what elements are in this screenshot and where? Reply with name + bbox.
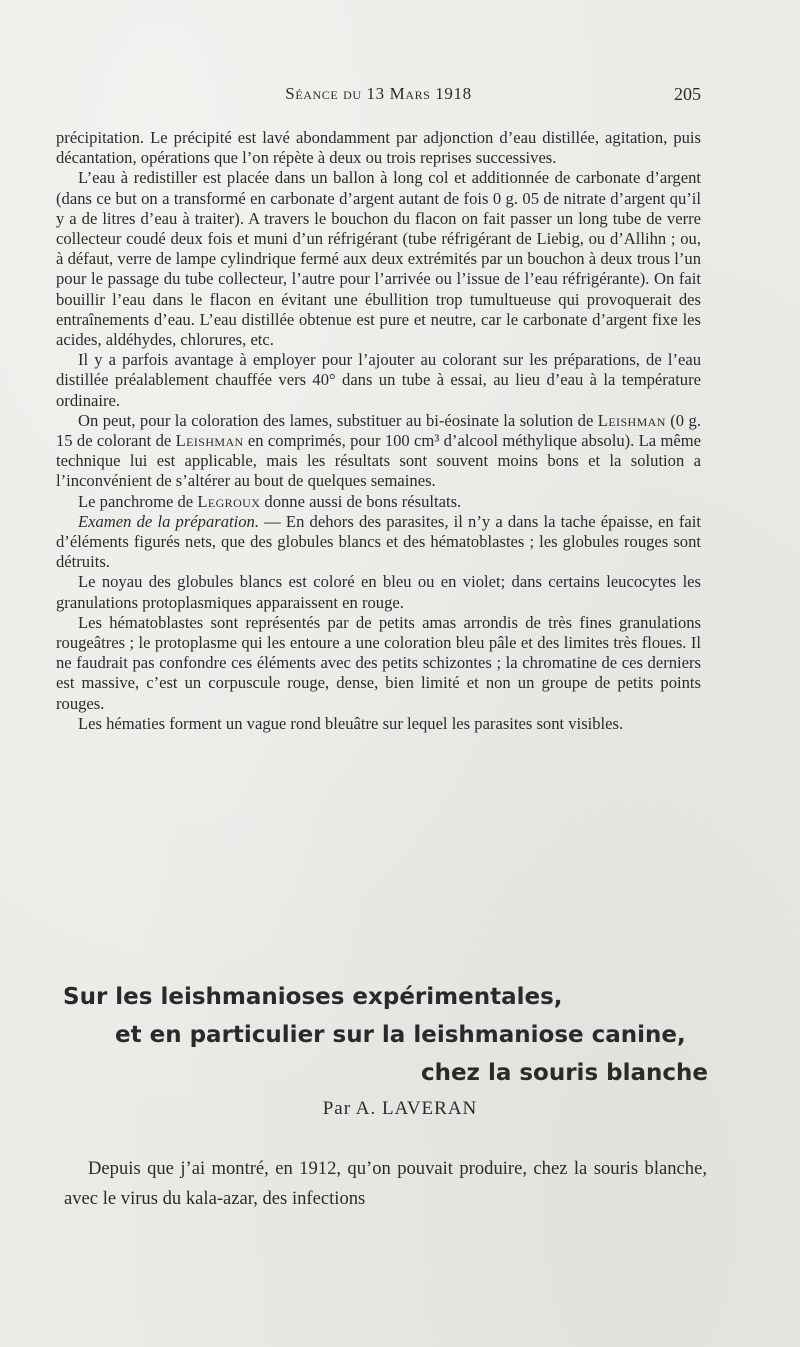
article-title-line: Sur les leishmanioses expérimentales, bbox=[63, 984, 563, 1010]
text-run: donne aussi de bons résultats. bbox=[260, 491, 462, 511]
text-run: en comprimés, pour 100 cm³ d’alcool méthylique absolu). La même technique lui est applicable, mais les résultats sont souvent moins bons et la solution a l’inconvénient de s’altérer au bout de quelques semaines. bbox=[56, 431, 701, 491]
paragraph: Depuis que j’ai montré, en 1912, qu’on pouvait produire, chez la souris blanche, avec le virus du kala-azar, des infections bbox=[64, 1158, 707, 1209]
text-run: On peut, pour la coloration des lames, substituer au bi-éosinate la solution de bbox=[78, 410, 598, 430]
paragraph: Les hématoblastes sont représentés par de petits amas arrondis de très fines granulations rougeâtres ; le protoplasme qui les entoure a une coloration bleu pâle et des limites très floues. Il ne faudrait pas confondre ces éléments avec des petits schizontes ; la chromatine de ces derniers est massive, c’est un corpuscule rouge, dense, bien limité et non un groupe de petits points rouges. bbox=[56, 612, 701, 713]
article-title bbox=[58, 978, 708, 1092]
paragraph bbox=[56, 492, 701, 512]
author-name: Legroux bbox=[197, 491, 261, 511]
byline: Par A. LAVERAN bbox=[322, 1098, 478, 1119]
text-run: — En dehors des parasites, il n’y a dans la tache épaisse, en fait d’éléments figurés nets, que des globules blancs et des hématoblastes ; les globules rouges sont détruits. bbox=[56, 511, 702, 572]
paragraph: Le noyau des globules blancs est coloré en bleu ou en violet; dans certains leucocytes les granulations protoplasmiques apparaissent en rouge. bbox=[56, 572, 701, 612]
article-body bbox=[64, 1154, 707, 1214]
paragraph: L’eau à redistiller est placée dans un ballon à long col et additionnée de carbonate d’argent (dans ce but on a transformé en carbonate d’argent autant de fois 0 g. 05 de nitrate d’argent qu’il y a de litres d’eau à traiter). A travers le bouchon du flacon on fait passer un long tube de verre collecteur coudé deux fois et muni d’un réfrigérant (tube réfrigérant de Liebig, ou d’Allihn ; ou, à défaut, verre de lampe cylindrique fermé aux deux extrémités par un bouchon à deux trous l’un pour le passage du tube collecteur, l’autre pour l’arrivée ou l’issue de l’eau réfrigérante). On fait bouillir l’eau dans le flacon en évitant une ébullition trop tumultueuse qui provoquerait des entraînements d’eau. L’eau distillée obtenue est pure et neutre, car le carbonate d’argent fixe les acides, aldéhydes, chlorures, etc. bbox=[56, 168, 701, 350]
body-text bbox=[56, 128, 701, 734]
article-title-line: chez la souris blanche bbox=[420, 1060, 708, 1086]
section-heading: Examen de la préparation. bbox=[78, 511, 259, 531]
author-name: Leishman bbox=[597, 410, 666, 430]
page-number: 205 bbox=[674, 84, 701, 104]
text-run: (0 g. 15 de colorant de bbox=[56, 410, 701, 451]
paragraph bbox=[56, 411, 701, 492]
running-title: Séance du 13 Mars 1918 bbox=[285, 84, 472, 103]
paragraph: Les hématies forment un vague rond bleuâtre sur lequel les parasites sont visibles. bbox=[78, 713, 624, 733]
paragraph: précipitation. Le précipité est lavé abondamment par adjonction d’eau distillée, agitation, puis décantation, opérations que l’on répète à deux ou trois reprises successives. bbox=[56, 128, 701, 168]
text-run: Le panchrome de bbox=[78, 491, 198, 511]
author-name: Leishman bbox=[175, 431, 244, 451]
article-title-line: et en particulier sur la leishmaniose canine, bbox=[115, 1022, 686, 1048]
paragraph: Il y a parfois avantage à employer pour l’ajouter au colorant sur les préparations, de l’eau distillée préalablement chauffée vers 40° dans un tube à essai, au lieu d’eau à la température ordinaire. bbox=[56, 350, 701, 410]
running-head bbox=[56, 84, 701, 110]
paragraph bbox=[56, 512, 701, 573]
